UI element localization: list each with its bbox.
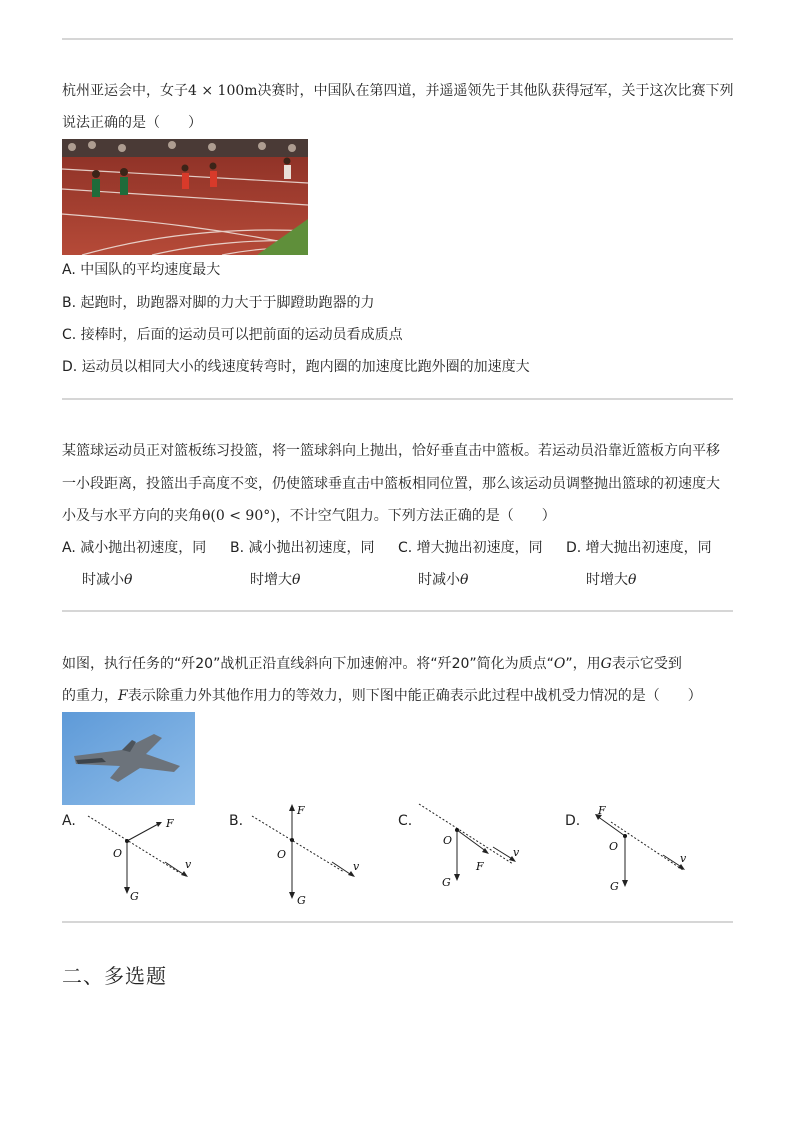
- q2-option-a-line1: A. 减小抛出初速度，同: [62, 540, 207, 556]
- q3-d-O: O: [609, 840, 619, 853]
- q1-stem-line2: 说法正确的是（ ）: [62, 115, 202, 131]
- q3-c-F: F: [476, 860, 484, 873]
- q3-stem-text-c: 表示它受到: [611, 656, 682, 672]
- relay-race-photo: [62, 139, 308, 255]
- q2-option-c-line1: C. 增大抛出初速度，同: [398, 540, 543, 556]
- q1-stem-math: 4 × 100m: [188, 83, 258, 99]
- q3-a-v: v: [185, 858, 192, 871]
- q3-a-F: F: [166, 817, 174, 830]
- q2-option-b-line2: [230, 569, 375, 591]
- q3-option-b-label[interactable]: B.: [229, 813, 244, 829]
- q3-c-O: O: [443, 834, 453, 847]
- q2-option-b-theta: θ: [292, 572, 301, 588]
- q3-option-a-diagram[interactable]: [80, 805, 200, 910]
- q2-option-c-line2: [398, 569, 543, 591]
- q3-stem-O: O: [553, 656, 566, 672]
- q3-a-G: G: [130, 890, 139, 903]
- q3-stem-line1: [62, 653, 682, 675]
- q3-stem-text-a: 如图，执行任务的“歼20”战机正沿直线斜向下加速俯冲。将“歼20”简化为质点“: [62, 656, 554, 672]
- q1-stem-line1: [62, 80, 734, 102]
- q3-b-v: v: [353, 860, 360, 873]
- q3-b-F: F: [297, 804, 305, 817]
- q2-option-b[interactable]: [230, 537, 375, 591]
- q3-b-O: O: [277, 848, 287, 861]
- q2-option-b-line1: B. 减小抛出初速度，同: [230, 540, 375, 556]
- q3-option-a-label[interactable]: A.: [62, 813, 76, 829]
- q3-stem-text-e: 表示除重力外其他作用力的等效力，则下图中能正确表示此过程中战机受力情况的是（ ）: [127, 688, 702, 704]
- q2-stem-line2: 一小段距离，投篮出手高度不变，仍使篮球垂直击中篮板相同位置，那么该运动员调整抛出篮球的初速度大: [62, 476, 720, 492]
- q3-option-d-diagram[interactable]: [585, 800, 705, 900]
- q2-option-c-text: 时减小: [418, 572, 460, 588]
- q3-stem-line2: [62, 685, 702, 707]
- q1-option-c[interactable]: C. 接棒时，后面的运动员可以把前面的运动员看成质点: [62, 327, 403, 343]
- q3-stem-G: G: [600, 656, 612, 672]
- q1-stem-text-b: 决赛时，中国队在第四道，并遥遥领先于其他队获得冠军，关于这次比赛下列: [257, 83, 734, 99]
- q3-option-c-diagram[interactable]: [415, 800, 535, 900]
- q2-stem-text-a: 小及与水平方向的夹角: [62, 508, 202, 524]
- q2-stem-text-b: ，不计空气阻力。下列方法正确的是（ ）: [275, 508, 556, 524]
- q2-option-a-theta: θ: [124, 572, 133, 588]
- q1-option-b[interactable]: B. 起跑时，助跑器对脚的力大于于脚蹬助跑器的力: [62, 295, 375, 311]
- q2-option-d-line1: D. 增大抛出初速度，同: [566, 540, 712, 556]
- q3-a-O: O: [113, 847, 123, 860]
- q2-option-a-line2: [62, 569, 206, 591]
- section-title-multiple-choice: 二、多选题: [62, 964, 167, 988]
- q3-stem-F: F: [118, 688, 128, 704]
- q3-option-d-label[interactable]: D.: [565, 813, 581, 829]
- q3-option-c-label[interactable]: C.: [398, 813, 413, 829]
- q3-d-v: v: [680, 852, 687, 865]
- divider-q3-section: [62, 921, 733, 923]
- q3-d-F: F: [598, 804, 606, 817]
- q3-stem-text-d: 的重力，: [62, 688, 118, 704]
- q2-stem-line3: [62, 505, 556, 527]
- q1-option-a[interactable]: A. 中国队的平均速度最大: [62, 262, 221, 278]
- q1-option-d[interactable]: D. 运动员以相同大小的线速度转弯时，跑内圈的加速度比跑外圈的加速度大: [62, 359, 530, 375]
- q3-b-G: G: [297, 894, 306, 907]
- q2-stem-math: θ(0 < 90°): [202, 508, 276, 524]
- q2-option-d[interactable]: [566, 537, 712, 591]
- q2-option-d-text: 时增大: [586, 572, 628, 588]
- divider-top: [62, 38, 733, 40]
- q3-option-b-diagram[interactable]: [247, 800, 367, 910]
- q3-c-v: v: [513, 846, 520, 859]
- q2-option-a-text: 时减小: [82, 572, 124, 588]
- q2-option-d-theta: θ: [628, 572, 637, 588]
- q3-stem-text-b: ”，用: [565, 656, 601, 672]
- q1-stem-text-a: 杭州亚运会中，女子: [62, 83, 188, 99]
- divider-q2-q3: [62, 610, 733, 612]
- q2-option-c[interactable]: [398, 537, 543, 591]
- q2-option-d-line2: [566, 569, 712, 591]
- divider-q1-q2: [62, 398, 733, 400]
- q3-d-G: G: [610, 880, 619, 893]
- q2-option-b-text: 时增大: [250, 572, 292, 588]
- q2-option-a[interactable]: [62, 537, 206, 591]
- q2-stem-line1: 某篮球运动员正对篮板练习投篮，将一篮球斜向上抛出，恰好垂直击中篮板。若运动员沿靠近篮板方向平移: [62, 443, 720, 459]
- fighter-jet-photo: [62, 712, 195, 805]
- q2-option-c-theta: θ: [460, 572, 469, 588]
- q3-c-G: G: [442, 876, 451, 889]
